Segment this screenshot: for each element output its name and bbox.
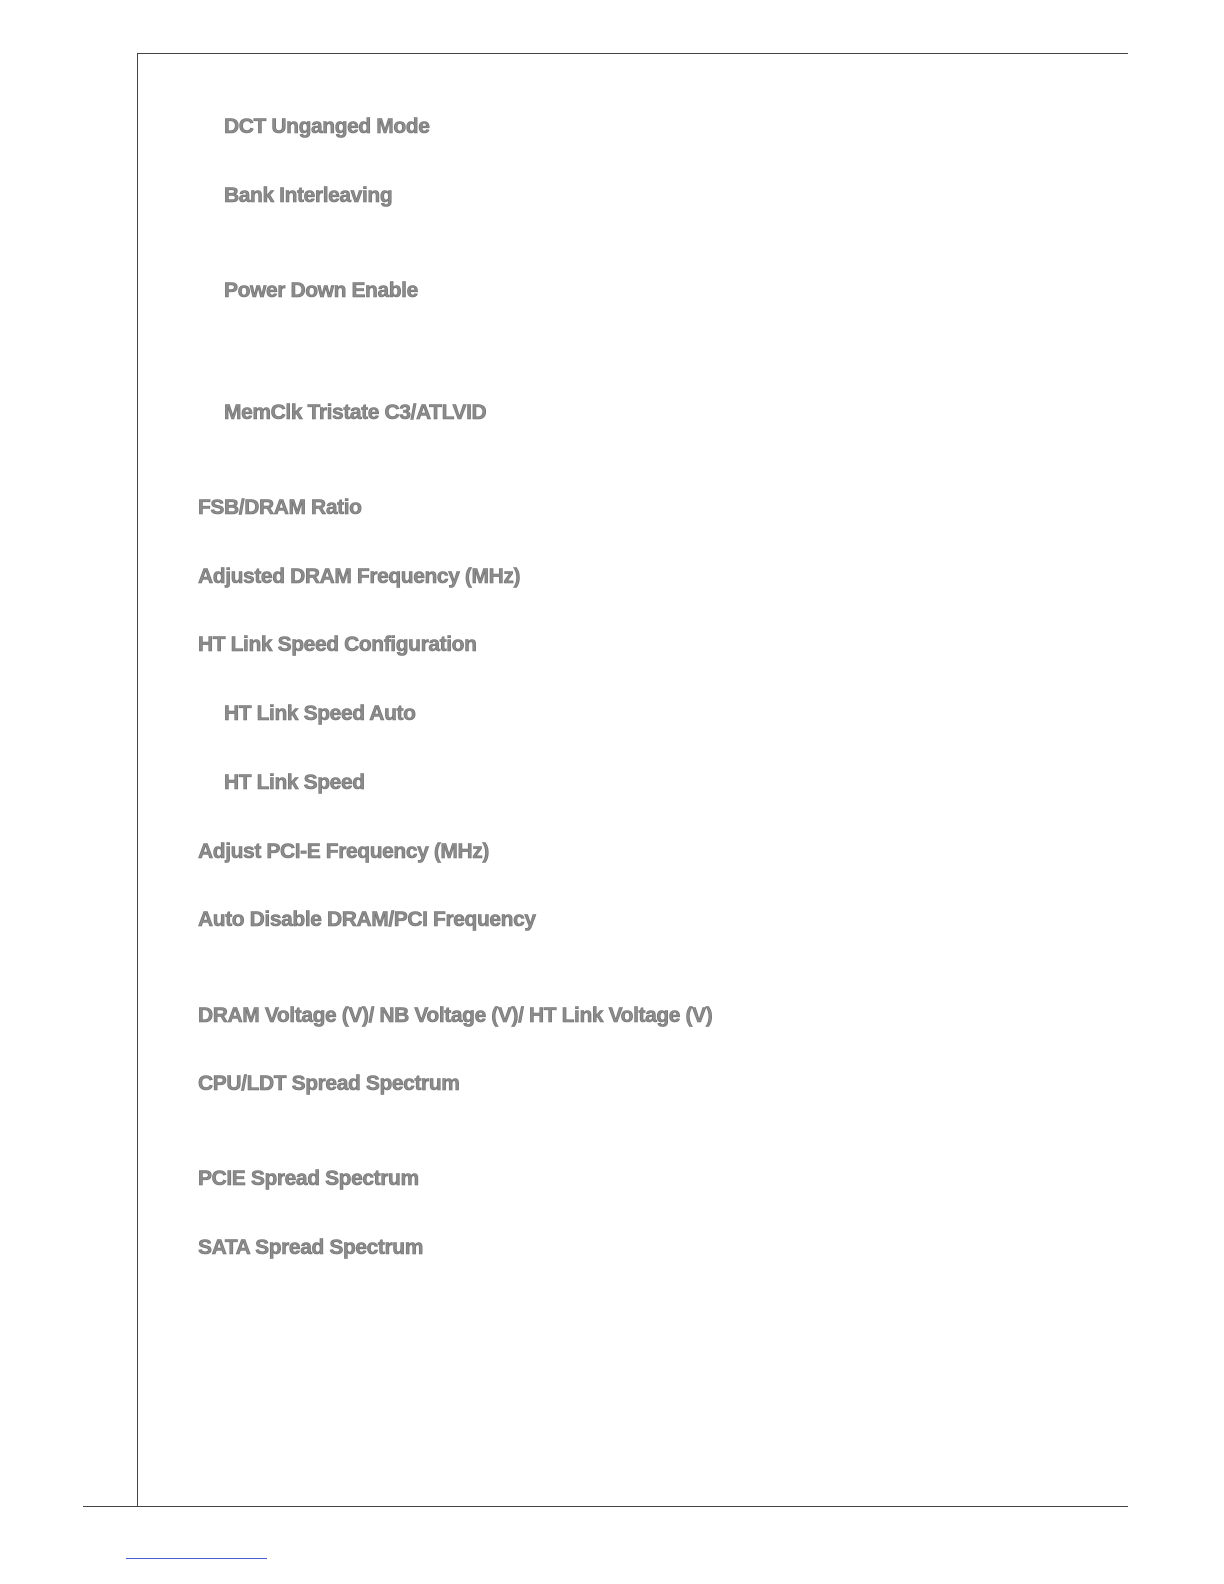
setting-auto-disable-dram-pci-frequency: Auto Disable DRAM/PCI Frequency xyxy=(198,908,536,931)
footer-link-underline xyxy=(126,1558,267,1559)
setting-adjusted-dram-frequency: Adjusted DRAM Frequency (MHz) xyxy=(198,565,521,588)
setting-memclk-tristate: MemClk Tristate C3/ATLVID xyxy=(224,401,487,424)
setting-power-down-enable: Power Down Enable xyxy=(224,279,418,302)
setting-sata-spread-spectrum: SATA Spread Spectrum xyxy=(198,1236,423,1259)
setting-ht-link-speed: HT Link Speed xyxy=(224,771,365,794)
setting-pcie-spread-spectrum: PCIE Spread Spectrum xyxy=(198,1167,419,1190)
page-frame-top-rule xyxy=(137,53,1128,54)
page-frame-left-rule xyxy=(137,53,138,1507)
page-frame-bottom-rule xyxy=(83,1506,1128,1507)
setting-bank-interleaving: Bank Interleaving xyxy=(224,184,393,207)
setting-ht-link-speed-configuration: HT Link Speed Configuration xyxy=(198,633,477,656)
setting-dct-unganged-mode: DCT Unganged Mode xyxy=(224,115,430,138)
setting-dram-nb-ht-voltage: DRAM Voltage (V)/ NB Voltage (V)/ HT Link Voltage (V) xyxy=(198,1004,713,1027)
setting-adjust-pcie-frequency: Adjust PCI-E Frequency (MHz) xyxy=(198,840,489,863)
setting-fsb-dram-ratio: FSB/DRAM Ratio xyxy=(198,496,362,519)
setting-ht-link-speed-auto: HT Link Speed Auto xyxy=(224,702,416,725)
setting-cpu-ldt-spread-spectrum: CPU/LDT Spread Spectrum xyxy=(198,1072,460,1095)
